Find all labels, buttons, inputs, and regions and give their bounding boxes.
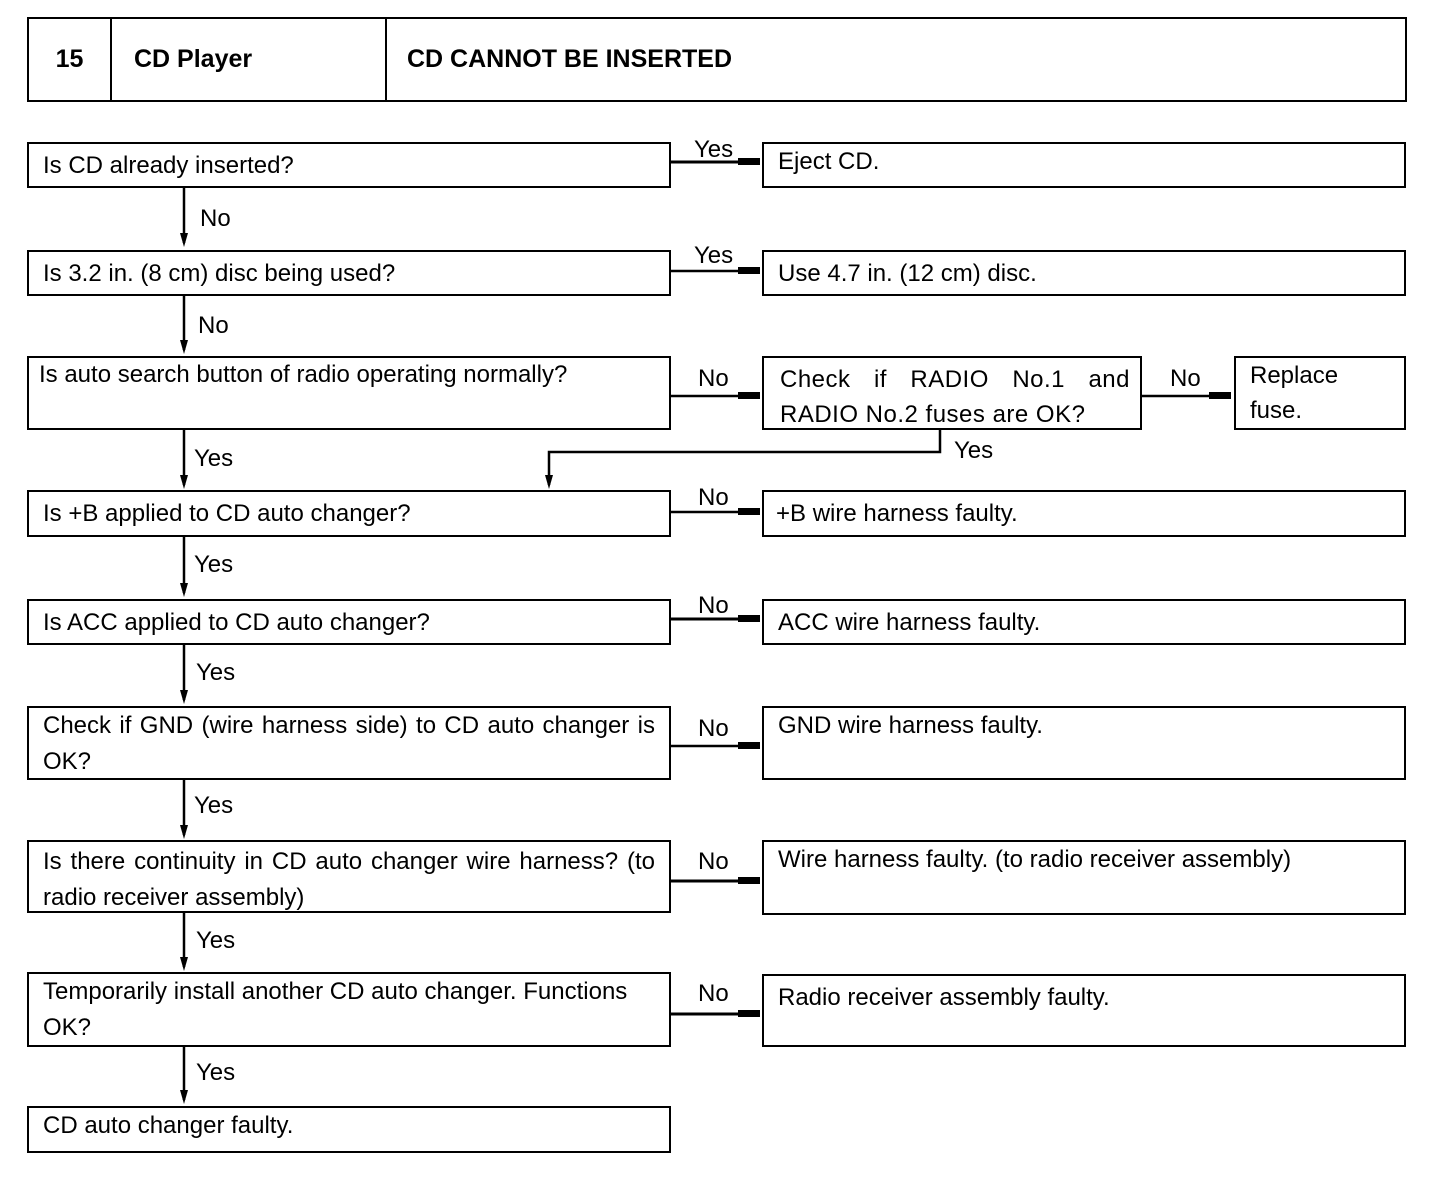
arrowhead-q2	[180, 233, 188, 247]
step-q1: Is CD already inserted?	[27, 142, 671, 188]
title-header	[27, 17, 1407, 102]
result-r1: Eject CD.	[762, 142, 1406, 188]
label-yes-q3: Yes	[194, 445, 234, 472]
arrowhead-r3	[1209, 392, 1231, 399]
label-no-q5: No	[698, 592, 729, 619]
label-yes-q1: Yes	[694, 136, 734, 163]
arrowhead-r6	[738, 742, 760, 749]
label-no-q3b: No	[1170, 365, 1201, 392]
label-no-q4: No	[698, 484, 729, 511]
problem-number: 15	[29, 19, 112, 100]
label-no-q6: No	[698, 715, 729, 742]
label-no-q7: No	[698, 848, 729, 875]
arrowhead-r4	[738, 508, 760, 515]
arrowhead-r5	[738, 615, 760, 622]
step-q6: Check if GND (wire harness side) to CD auto changer is OK?	[27, 706, 671, 780]
label-yes-q4: Yes	[194, 551, 234, 578]
label-yes-q3b: Yes	[954, 437, 994, 464]
connector-q3b-q4	[549, 430, 940, 485]
result-r8: Radio receiver assembly faulty.	[762, 974, 1406, 1047]
label-yes-q6: Yes	[194, 792, 234, 819]
result-r2: Use 4.7 in. (12 cm) disc.	[762, 250, 1406, 296]
problem-title: CD CANNOT BE INSERTED	[407, 45, 733, 73]
label-yes-q5: Yes	[196, 659, 236, 686]
label-no-q8: No	[698, 980, 729, 1007]
arrowhead-end	[180, 1090, 188, 1104]
arrowhead-r8	[738, 1010, 760, 1017]
step-q7: Is there continuity in CD auto changer wire harness? (to radio receiver assembly)	[27, 840, 671, 913]
arrowhead-q3b	[738, 392, 760, 399]
step-q3b-fuse-check: Check if RADIO No.1 and RADIO No.2 fuses are OK?	[762, 356, 1142, 430]
result-r7: Wire harness faulty. (to radio receiver assembly)	[762, 840, 1406, 915]
arrowhead-q3b-q4	[545, 475, 553, 489]
step-q8: Temporarily install another CD auto changer. Functions OK?	[27, 972, 671, 1047]
step-end: CD auto changer faulty.	[27, 1106, 671, 1153]
result-r5: ACC wire harness faulty.	[762, 599, 1406, 645]
label-no-q1: No	[200, 205, 231, 232]
arrowhead-r1	[738, 158, 760, 165]
arrowhead-r7	[738, 877, 760, 884]
step-q5: Is ACC applied to CD auto changer?	[27, 599, 671, 645]
label-yes-q2: Yes	[694, 242, 734, 269]
step-q2: Is 3.2 in. (8 cm) disc being used?	[27, 250, 671, 296]
arrowhead-q8	[180, 957, 188, 971]
label-yes-q8: Yes	[196, 1059, 236, 1086]
label-no-q2: No	[198, 312, 229, 339]
step-q4: Is +B applied to CD auto changer?	[27, 490, 671, 537]
label-no-q3: No	[698, 365, 729, 392]
arrowhead-q4	[180, 475, 188, 489]
result-r3: Replace fuse.	[1234, 356, 1406, 430]
result-r4: +B wire harness faulty.	[762, 490, 1406, 537]
arrowhead-q3	[180, 340, 188, 354]
arrowhead-q6	[180, 690, 188, 704]
step-q3: Is auto search button of radio operating normally?	[27, 356, 671, 430]
arrowhead-r2	[738, 267, 760, 274]
result-r6: GND wire harness faulty.	[762, 706, 1406, 780]
system-name: CD Player	[112, 19, 387, 100]
label-yes-q7: Yes	[196, 927, 236, 954]
arrowhead-q5	[180, 583, 188, 597]
arrowhead-q7	[180, 825, 188, 839]
